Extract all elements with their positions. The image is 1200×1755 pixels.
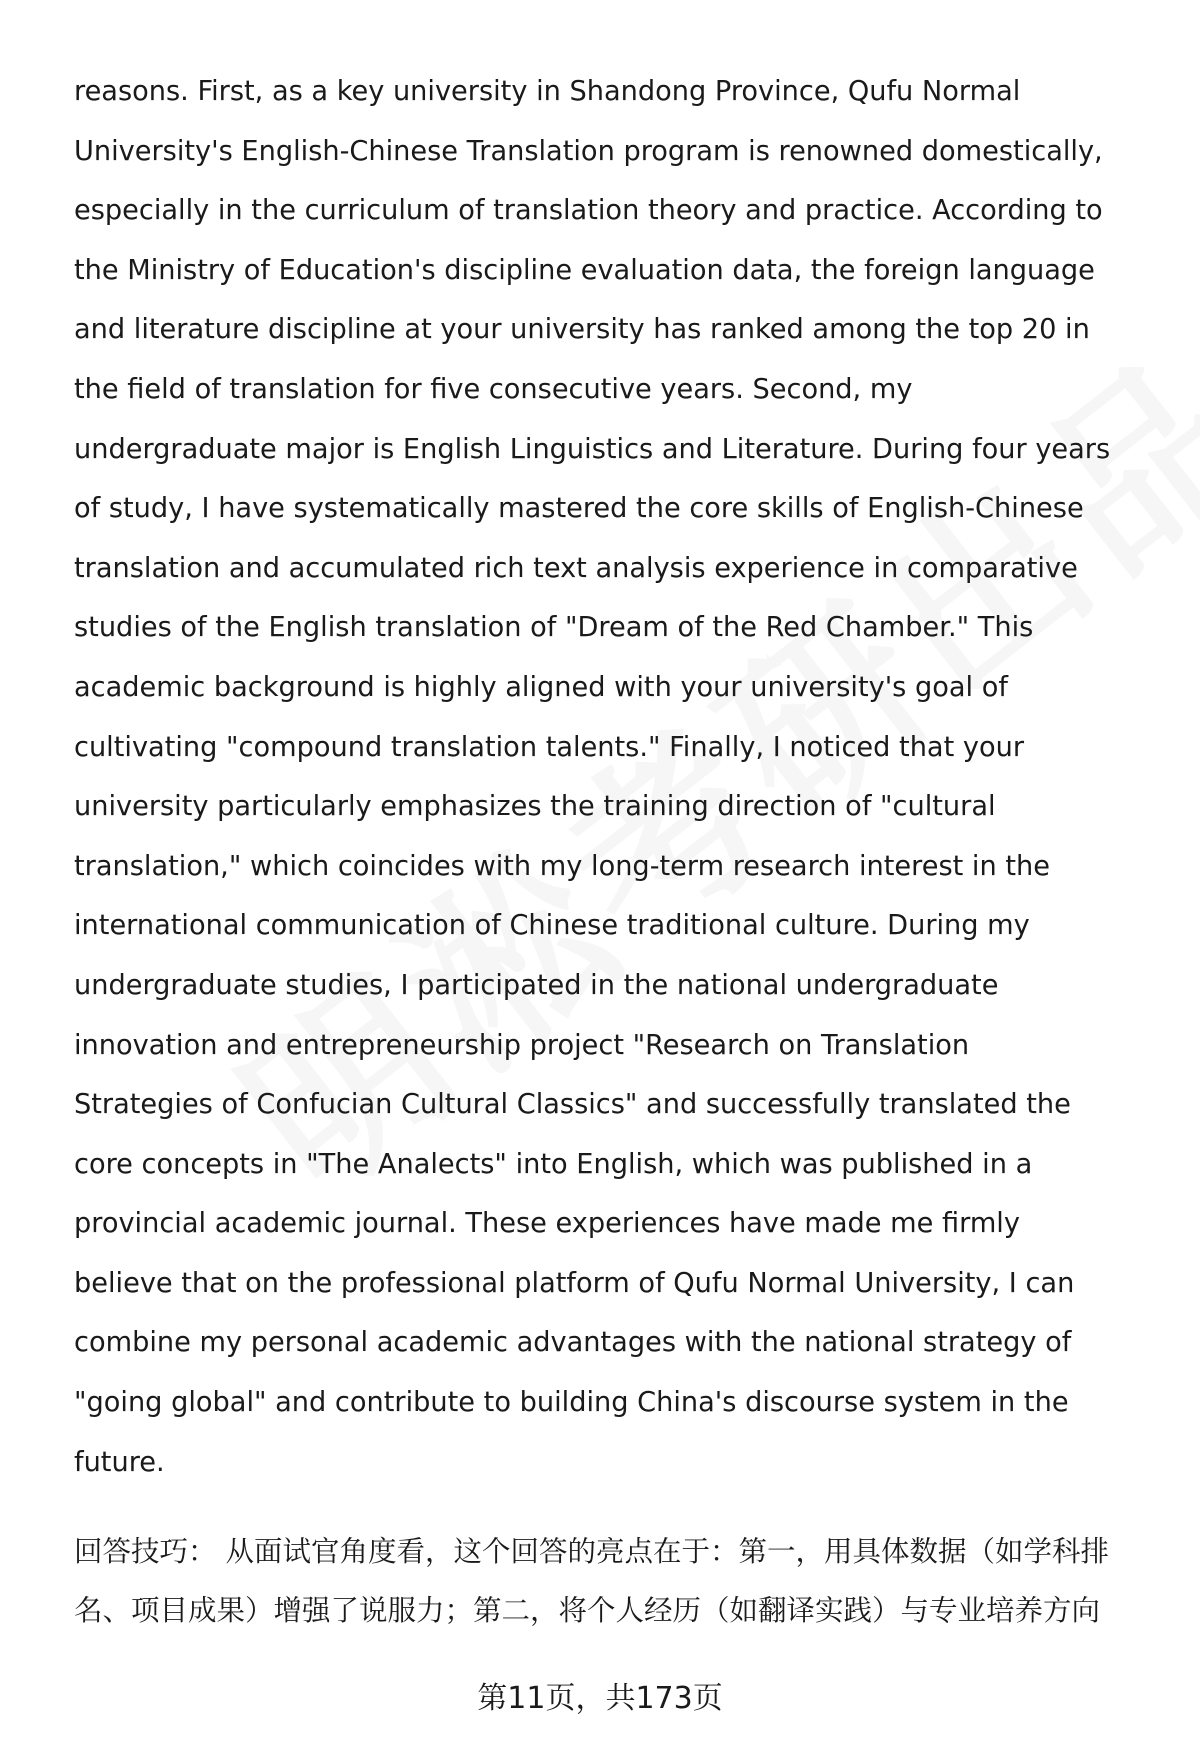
paragraph-line: international communication of Chinese traditional culture. During my <box>74 910 1030 942</box>
paragraph-line: of study, I have systematically mastered the core skills of English-Chinese <box>74 493 1084 525</box>
paragraph-line: academic background is highly aligned with your university's goal of <box>74 671 1008 703</box>
paragraph-line: reasons. First, as a key university in Shandong Province, Qufu Normal <box>74 76 1021 107</box>
paragraph-line: translation and accumulated rich text analysis experience in comparative <box>74 552 1078 584</box>
paragraph-line: combine my personal academic advantages with the national strategy of <box>74 1327 1072 1359</box>
paragraph-line: and literature discipline at your university has ranked among the top 20 in <box>74 314 1090 346</box>
paragraph-line: undergraduate studies, I participated in the national undergraduate <box>74 969 999 1001</box>
paragraph-line: the Ministry of Education's discipline evaluation data, the foreign language <box>74 254 1095 286</box>
paragraph-line: cultivating "compound translation talents." Finally, I noticed that your <box>74 731 1025 763</box>
paragraph-line: "going global" and contribute to building China's discourse system in the <box>74 1387 1069 1419</box>
paragraph-line: Strategies of Confucian Cultural Classics" and successfully translated the <box>74 1089 1071 1121</box>
paragraph-line: especially in the curriculum of translation theory and practice. According to <box>74 195 1103 227</box>
paragraph-line: translation," which coincides with my long-term research interest in the <box>74 850 1050 882</box>
paragraph-line: University's English-Chinese Translation program is renowned domestically, <box>74 135 1103 167</box>
paragraph-line: provincial academic journal. These experiences have made me firmly <box>74 1208 1020 1240</box>
paragraph-line: core concepts in "The Analects" into English, which was published in a <box>74 1148 1033 1180</box>
paragraph-line: future. <box>74 1446 165 1478</box>
paragraph-line: undergraduate major is English Linguistics and Literature. During four years <box>74 433 1111 465</box>
tips-line: 名、项目成果）增强了说服力；第二，将个人经历（如翻译实践）与专业培养方向 <box>74 1594 1101 1627</box>
paragraph-line: university particularly emphasizes the training direction of "cultural <box>74 791 996 823</box>
paragraph-line: the field of translation for five consecutive years. Second, my <box>74 373 913 405</box>
paragraph-line: studies of the English translation of "Dream of the Red Chamber." This <box>74 612 1034 644</box>
page-number: 第11页，共173页 <box>477 1681 723 1716</box>
paragraph-line: believe that on the professional platform of Qufu Normal University, I can <box>74 1267 1075 1299</box>
answer-tips-paragraph <box>74 1522 1164 1640</box>
paragraph-line: innovation and entrepreneurship project "Research on Translation <box>74 1029 970 1061</box>
tips-line: 回答技巧： 从面试官角度看，这个回答的亮点在于：第一，用具体数据（如学科排 <box>74 1535 1110 1568</box>
answer-paragraph <box>74 62 1154 1492</box>
